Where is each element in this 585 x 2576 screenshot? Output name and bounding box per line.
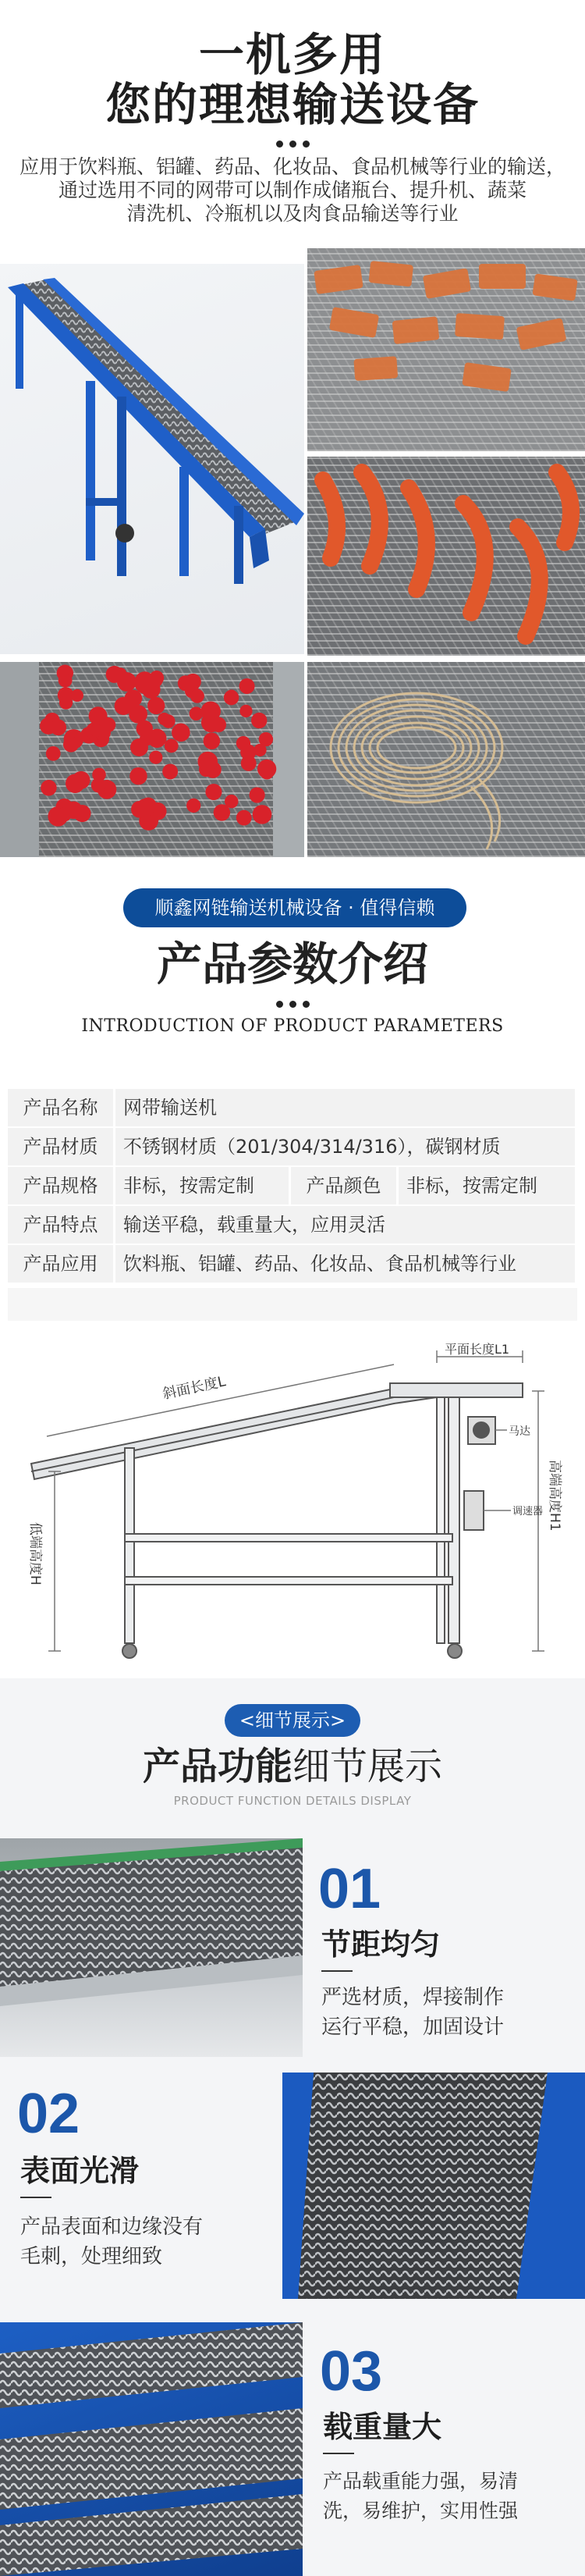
feature-1-number: 01: [318, 1858, 381, 1920]
tomato: [214, 804, 230, 820]
tomato: [58, 674, 73, 688]
details-tag-pill: <细节展示>: [225, 1704, 360, 1737]
feature-3-title: 载重量大: [323, 2410, 442, 2444]
feature-1-underline: [321, 1970, 353, 1972]
param-value: 不锈钢材质（201/304/314/316），碳钢材质: [115, 1128, 575, 1165]
tomato: [253, 805, 272, 824]
table-row: [8, 1128, 577, 1165]
low-end-height-label: 低端高度H: [27, 1522, 43, 1585]
feature-1-desc-line2: 运行平稳，加固设计: [321, 2016, 505, 2039]
feature-3-number: 03: [320, 2340, 383, 2403]
params-subtitle: INTRODUCTION OF PRODUCT PARAMETERS: [81, 1016, 504, 1036]
hero-desc-line3: 清洗机、冷瓶机以及肉食品输送等行业: [126, 202, 459, 225]
tomato: [239, 678, 255, 694]
feature-2-title: 表面光滑: [20, 2154, 140, 2188]
feature-2-desc-line2: 毛刺，处理细致: [20, 2245, 163, 2268]
brand-slogan-pill: 顺鑫网链输送机械设备 · 值得信赖: [123, 888, 466, 927]
features-subtitle: PRODUCT FUNCTION DETAILS DISPLAY: [173, 1794, 412, 1808]
hero-desc-line1: 应用于饮料瓶、铝罐、药品、化妆品、食品机械等行业的输送，: [19, 155, 566, 178]
params-title: 产品参数介绍: [156, 938, 428, 991]
tomato: [186, 799, 200, 813]
tomato: [131, 801, 148, 818]
feature-3-desc-line2: 洗，易维护，实用性强: [323, 2500, 519, 2522]
tomato: [162, 764, 178, 780]
features-title-bold: 产品功能: [142, 1745, 292, 1788]
tomato: [147, 697, 165, 714]
table-row: [8, 1089, 577, 1126]
motor-label: 马达: [509, 1425, 530, 1438]
tomato: [149, 751, 162, 764]
feature-3-desc-line1: 产品载重能力强，易清: [323, 2470, 519, 2492]
tomato: [204, 732, 221, 749]
tomato: [135, 671, 155, 692]
tomato: [172, 724, 190, 742]
tomato: [136, 720, 153, 737]
feature-2-photo: [282, 2073, 585, 2299]
param-value: 非标，按需定制: [399, 1167, 575, 1204]
table-row: [8, 1245, 577, 1283]
tomato: [201, 713, 221, 732]
conveyor-dimension-diagram: [0, 1343, 585, 1678]
param-label: 产品应用: [8, 1245, 113, 1283]
param-label: 产品规格: [8, 1167, 113, 1204]
flat-length-label: 平面长度L1: [445, 1343, 510, 1357]
features-title-thin: 细节展示: [292, 1745, 443, 1788]
table-row: [8, 1206, 577, 1244]
feature-2-number: 02: [17, 2083, 80, 2145]
param-value: 饮料瓶、铝罐、药品、化妆品、食品机械等行业: [115, 1245, 575, 1283]
tomato: [205, 784, 222, 800]
param-label: 产品材质: [8, 1128, 113, 1165]
tomato: [236, 810, 252, 826]
tomato: [165, 739, 179, 753]
params-table: [8, 1089, 577, 1284]
tomato: [261, 766, 275, 780]
feature-3-underline: [323, 2453, 354, 2454]
tomato: [254, 744, 266, 756]
tomato: [101, 717, 115, 732]
tomato: [59, 696, 73, 709]
hero-section: [0, 0, 585, 258]
tomato: [251, 713, 267, 728]
param-label: 产品特点: [8, 1206, 113, 1244]
tomato: [130, 738, 148, 756]
hero-dots: [0, 141, 585, 148]
feature-1-title: 节距均匀: [321, 1927, 441, 1962]
hero-title-line2: 您的理想输送设备: [105, 78, 480, 131]
table-row: [8, 1167, 577, 1204]
noodle-on-mesh-photo: [307, 662, 585, 857]
fish-on-mesh-photo: [307, 248, 585, 451]
tomato: [158, 713, 170, 725]
tomato: [115, 697, 133, 715]
tomato: [250, 787, 265, 802]
tomato: [41, 780, 57, 796]
tomato: [50, 719, 66, 735]
param-value: 网带输送机: [115, 1089, 575, 1126]
tomato: [190, 689, 204, 703]
tomato: [178, 675, 193, 691]
tomato: [197, 752, 218, 772]
speed-control-label: 调速器: [512, 1506, 544, 1517]
tomato: [73, 805, 90, 822]
feature-2-underline: [20, 2197, 51, 2198]
tomato: [129, 767, 147, 785]
feature-3-photo: [0, 2322, 303, 2576]
param-value: 非标，按需定制: [115, 1167, 289, 1204]
tomato: [66, 774, 85, 793]
feature-1-desc-line1: 严选材质，焊接制作: [321, 1986, 505, 2009]
high-end-height-label: 高端高度H1: [547, 1460, 562, 1532]
tomato: [63, 737, 79, 753]
slope-length-label: 斜面长度L: [161, 1373, 228, 1403]
param-value: 输送平稳，载重量大，应用灵活: [115, 1206, 575, 1244]
params-table-footer: [8, 1288, 577, 1321]
feature-1-photo: [0, 1838, 303, 2057]
tomato: [46, 746, 61, 761]
tomato: [239, 705, 252, 717]
param-label: 产品颜色: [291, 1167, 396, 1204]
conveyor-machine-photo: [0, 264, 304, 654]
tomato-on-mesh-photo: [0, 662, 304, 857]
tomato: [224, 690, 239, 705]
params-dots: [0, 1001, 585, 1008]
features-title: [0, 1742, 585, 1791]
hero-desc-line2: 通过选用不同的网带可以制作成储瓶台、提升机、蔬菜: [58, 179, 526, 201]
tomato: [241, 756, 257, 771]
tomato: [114, 667, 127, 681]
tomato: [91, 777, 106, 792]
param-label: 产品名称: [8, 1089, 113, 1126]
hero-title-line1: 一机多用: [198, 28, 386, 81]
feature-2-desc-line1: 产品表面和边缘没有: [20, 2215, 204, 2239]
shrimp-on-mesh-photo: [307, 457, 585, 656]
